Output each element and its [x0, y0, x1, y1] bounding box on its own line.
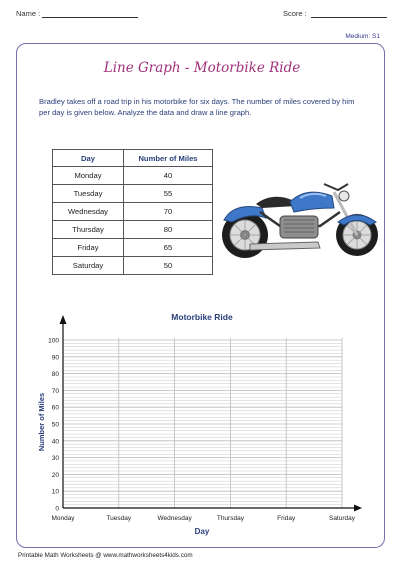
x-axis-ticks: [51, 515, 355, 522]
table-cell-miles: 55: [124, 185, 213, 203]
chart-title: Motorbike Ride: [171, 312, 233, 322]
table-cell-miles: 70: [124, 203, 213, 221]
line-graph-chart: [0, 300, 404, 545]
x-axis-arrow: [354, 505, 362, 512]
y-tick-label: 40: [51, 438, 59, 446]
motorbike-illustration: [220, 178, 385, 263]
table-header-day: Day: [53, 150, 124, 167]
grid: [63, 338, 342, 508]
name-field[interactable]: [16, 9, 138, 18]
table-row: [53, 203, 213, 221]
table-header-row: [53, 150, 213, 167]
level-label: Medium: S1: [345, 33, 380, 40]
table-cell-day: Saturday: [53, 257, 124, 275]
x-tick-label: Thursday: [216, 515, 244, 522]
table-cell-miles: 65: [124, 239, 213, 257]
table-cell-miles: 50: [124, 257, 213, 275]
x-axis-label: Day: [194, 527, 210, 536]
y-tick-label: 80: [51, 371, 59, 379]
x-tick-label: Monday: [51, 515, 75, 522]
y-tick-label: 30: [51, 455, 59, 463]
axes: [60, 315, 363, 512]
y-tick-label: 50: [51, 421, 59, 429]
table-header-miles: Number of Miles: [124, 150, 213, 167]
worksheet-title: Line Graph - Motorbike Ride: [103, 60, 301, 76]
y-tick-label: 70: [51, 387, 59, 395]
score-field[interactable]: [283, 9, 387, 18]
y-tick-label: 90: [51, 354, 59, 362]
table-cell-day: Tuesday: [53, 185, 124, 203]
name-label: Name :: [16, 9, 41, 18]
table-row: [53, 221, 213, 239]
y-tick-label: 0: [55, 505, 59, 513]
table-cell-miles: 80: [124, 221, 213, 239]
y-axis-label: Number of Miles: [37, 392, 46, 452]
score-label: Score :: [283, 9, 307, 18]
problem-text: Bradley takes off a road trip in his motorbike for six days. The number of miles covered by him per day is given below. Analyze the data and draw a line graph.: [39, 97, 355, 117]
table-cell-day: Friday: [53, 239, 124, 257]
y-tick-label: 20: [51, 471, 59, 479]
footer-text: Printable Math Worksheets @ www.mathworksheets4kids.com: [18, 552, 193, 559]
table-cell-day: Monday: [53, 167, 124, 185]
y-tick-label: 100: [48, 337, 59, 345]
y-axis-arrow: [60, 315, 67, 324]
table-row: [53, 239, 213, 257]
x-tick-label: Tuesday: [106, 515, 132, 522]
x-tick-label: Friday: [277, 515, 296, 522]
table-cell-day: Wednesday: [53, 203, 124, 221]
table-cell-day: Thursday: [53, 221, 124, 239]
name-line[interactable]: [42, 17, 138, 18]
data-table: [52, 149, 213, 275]
x-tick-label: Saturday: [328, 515, 356, 522]
y-tick-label: 10: [51, 488, 59, 496]
table-row: [53, 185, 213, 203]
table-cell-miles: 40: [124, 167, 213, 185]
x-tick-label: Wednesday: [157, 515, 192, 522]
y-axis-ticks: [48, 338, 59, 513]
table-row: [53, 167, 213, 185]
table-row: [53, 257, 213, 275]
score-line[interactable]: [311, 17, 387, 18]
y-tick-label: 60: [51, 404, 59, 412]
